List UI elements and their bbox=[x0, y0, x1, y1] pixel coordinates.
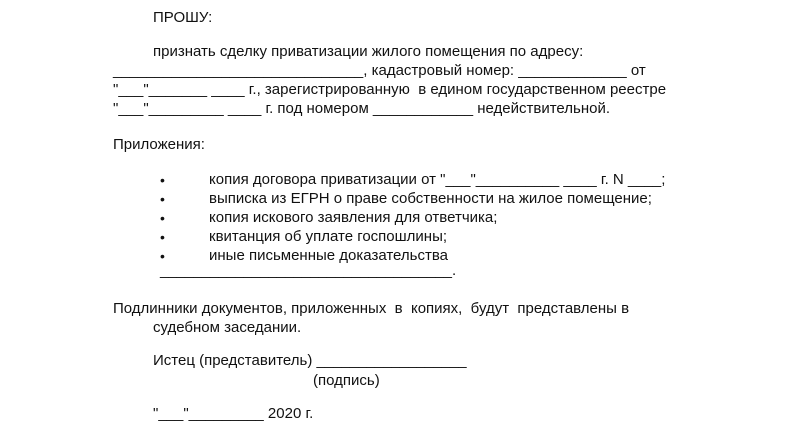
request-line-2: ______________________________, кадастровый номер: _____________ от bbox=[113, 62, 646, 79]
list-item-text: копия договора приватизации от "___"__________ ____ г. N ____; bbox=[209, 171, 666, 188]
bullet-icon: • bbox=[160, 191, 165, 207]
date-line: "___"_________ 2020 г. bbox=[153, 405, 314, 422]
bullet-icon: • bbox=[160, 248, 165, 264]
list-item-text: копия искового заявления для ответчика; bbox=[209, 209, 498, 226]
request-line-3: "___"_______ ____ г., зарегистрированную в едином государственном реестре bbox=[113, 81, 667, 98]
list-item-text: иные письменные доказательства bbox=[209, 247, 448, 264]
list-item-text: квитанция об уплате госпошлины; bbox=[209, 228, 448, 245]
originals-line-2: судебном заседании. bbox=[153, 319, 302, 336]
signature-caption: (подпись) bbox=[313, 372, 380, 389]
request-line-4: "___"_________ ____ г. под номером ____________ недействительной. bbox=[113, 100, 610, 117]
signature-line: Истец (представитель) __________________ bbox=[153, 352, 467, 369]
bullet-icon: • bbox=[160, 210, 165, 226]
heading: ПРОШУ: bbox=[153, 9, 213, 26]
request-line-1: признать сделку приватизации жилого помещения по адресу: bbox=[153, 43, 584, 60]
list-item-text: выписка из ЕГРН о праве собственности на жилое помещение; bbox=[209, 190, 652, 207]
bullet-icon: • bbox=[160, 172, 165, 188]
originals-line-1: Подлинники документов, приложенных в копиях, будут представлены в bbox=[113, 300, 630, 317]
attachments-title: Приложения: bbox=[113, 136, 205, 153]
bullet-icon: • bbox=[160, 229, 165, 245]
attachment-blank-line: ___________________________________. bbox=[160, 262, 457, 279]
